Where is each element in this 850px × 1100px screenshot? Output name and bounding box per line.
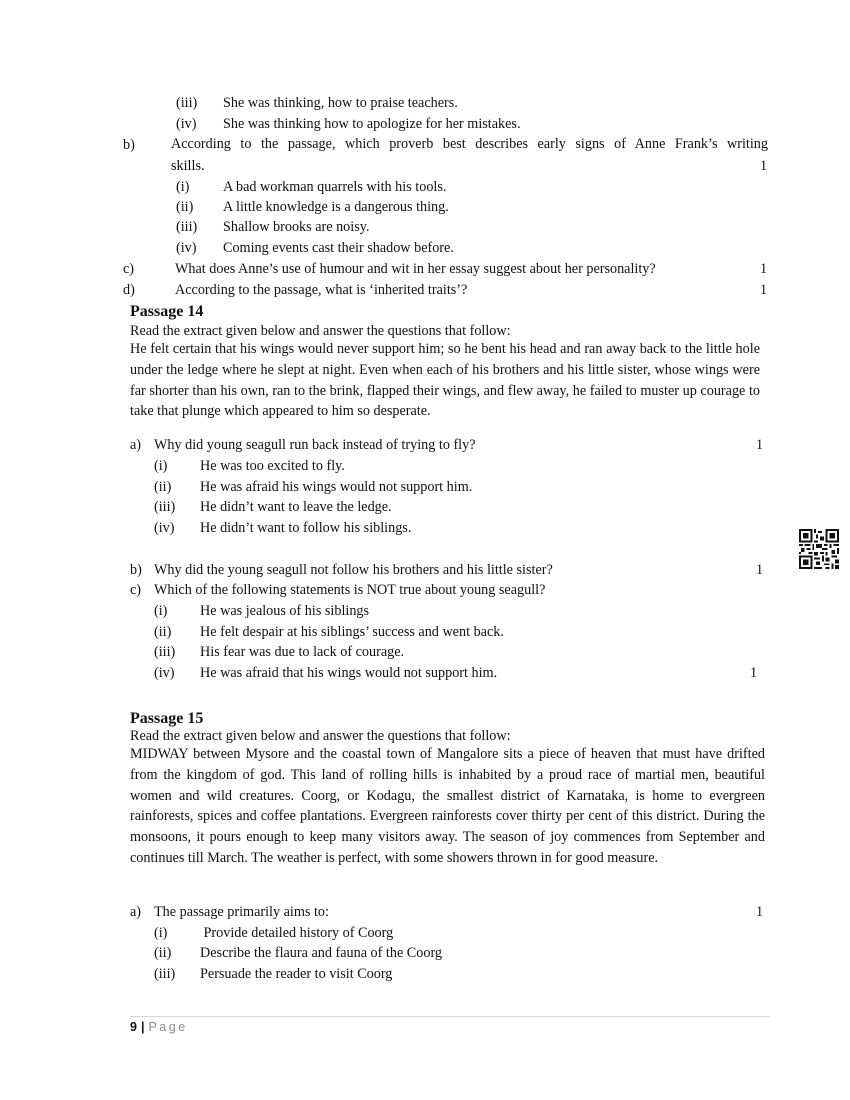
question-text: Why did the young seagull not follow his brothers and his little sister?	[154, 562, 553, 578]
option-text: His fear was due to lack of courage.	[200, 644, 405, 660]
page-number: 9	[130, 1020, 137, 1034]
question-text: What does Anne’s use of humour and wit in her essay suggest about her personality?	[175, 261, 656, 277]
option-text: A bad workman quarrels with his tools.	[223, 179, 447, 195]
footer-divider	[130, 1016, 770, 1017]
option-text: He was too excited to fly.	[200, 458, 345, 474]
option-text: He didn’t want to follow his siblings.	[200, 520, 412, 536]
option-text: She was thinking how to apologize for her mistakes.	[223, 116, 521, 132]
question-label: c)	[123, 261, 135, 277]
marks: 1	[760, 261, 768, 277]
option-number: (ii)	[176, 199, 194, 215]
question-text-continued: skills.	[171, 158, 205, 174]
option-number: (iii)	[176, 95, 198, 111]
option-number: (iv)	[176, 116, 197, 132]
option-number: (iii)	[176, 219, 198, 235]
option-text: Coming events cast their shadow before.	[223, 240, 454, 256]
question-text: According to the passage, which proverb best describes early signs of Anne Frank’s writing	[171, 136, 768, 152]
option-number: (iii)	[154, 499, 176, 515]
option-text: Provide detailed history of Coorg	[200, 925, 394, 941]
question-label: d)	[123, 282, 135, 298]
footer-separator: |	[140, 1020, 145, 1034]
question-label: a)	[130, 437, 142, 453]
option-number: (ii)	[154, 479, 172, 495]
option-number: (iv)	[154, 665, 175, 681]
option-number: (i)	[154, 458, 168, 474]
option-text: He was afraid that his wings would not support him.	[200, 665, 498, 681]
question-text: According to the passage, what is ‘inherited traits’?	[175, 282, 468, 298]
option-number: (i)	[154, 925, 168, 941]
option-text: He felt despair at his siblings’ success and went back.	[200, 624, 504, 640]
option-number: (i)	[176, 179, 190, 195]
option-number: (ii)	[154, 624, 172, 640]
option-number: (iv)	[176, 240, 197, 256]
option-text: She was thinking, how to praise teachers.	[223, 95, 458, 111]
option-number: (iii)	[154, 966, 176, 982]
option-number: (i)	[154, 603, 168, 619]
option-number: (ii)	[154, 945, 172, 961]
option-number: (iii)	[154, 644, 176, 660]
option-text: Persuade the reader to visit Coorg	[200, 966, 393, 982]
passage-instruction: Read the extract given below and answer the questions that follow:	[130, 728, 511, 744]
passage-text: MIDWAY between Mysore and the coastal town of Mangalore sits a piece of heaven that must have drifted from the kingdom of god. This land of rolling hills is inhabited by a proud race of martial men, beautiful women and wild creatures. Coorg, or Kodagu, the smallest district of Karnataka, is home to evergreen rainforests, spices and coffee plantations. Evergreen rainforests cover thirty per cent of this district. During the monsoons, it pours enough to keep many visitors away. The season of joy commences from September and continues till March. The weather is perfect, with some showers thrown in for good measure.	[130, 746, 765, 866]
marks: 1	[756, 904, 764, 920]
option-text: Describe the flaura and fauna of the Coorg	[200, 945, 443, 961]
question-text: Why did young seagull run back instead of trying to fly?	[154, 437, 476, 453]
option-text: He was afraid his wings would not support him.	[200, 479, 473, 495]
question-label: a)	[130, 904, 142, 920]
passage-heading: Passage 15	[130, 710, 204, 727]
marks: 1	[760, 282, 768, 298]
option-text: A little knowledge is a dangerous thing.	[223, 199, 449, 215]
passage-instruction: Read the extract given below and answer the questions that follow:	[130, 323, 511, 339]
question-text: The passage primarily aims to:	[154, 904, 329, 920]
marks: 1	[760, 158, 768, 174]
page-footer	[130, 1020, 188, 1034]
question-label: b)	[130, 562, 142, 578]
option-text: He didn’t want to leave the ledge.	[200, 499, 392, 515]
qr-code-icon	[799, 529, 839, 569]
option-number: (iv)	[154, 520, 175, 536]
option-text: He was jealous of his siblings	[200, 603, 370, 619]
option-text: Shallow brooks are noisy.	[223, 219, 370, 235]
page-label: Page	[148, 1020, 188, 1034]
question-label: c)	[130, 582, 142, 598]
marks: 1	[750, 665, 758, 681]
question-text: Which of the following statements is NOT true about young seagull?	[154, 582, 546, 598]
passage-heading: Passage 14	[130, 303, 204, 320]
question-label: b)	[123, 137, 135, 153]
passage-text: He felt certain that his wings would never support him; so he bent his head and ran away back to the little hole under the ledge where he slept at night. Even when each of his brothers and his little sister, whose wings were far shorter than his own, ran to the brink, flapped their wings, and flew away, he failed to muster up courage to take that plunge which appeared to him so desperate.	[130, 341, 760, 420]
marks: 1	[756, 562, 764, 578]
marks: 1	[756, 437, 764, 453]
